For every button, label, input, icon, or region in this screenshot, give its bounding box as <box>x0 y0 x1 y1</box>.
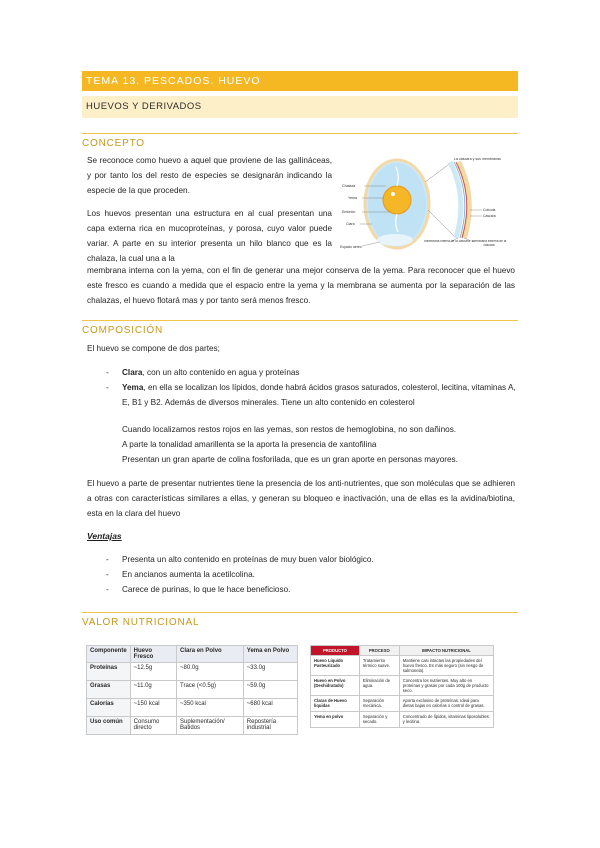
label-chalaza: Chalaza <box>342 184 356 188</box>
table-cell: ~12.5g <box>130 663 176 681</box>
table-row <box>311 712 494 728</box>
table-cell: Eliminación de agua. <box>359 676 399 696</box>
ventajas-heading: Ventajas <box>87 531 122 541</box>
list-item: - Presenta un alto contenido en proteínas de muy buen valor biológico. <box>104 552 516 567</box>
label-embrion: Embrión <box>342 210 356 214</box>
table-header-cell: IMPACTO NUTRICIONAL <box>399 646 493 656</box>
composicion-parts-list <box>104 365 516 410</box>
label-membrana-externa: Membrana externa de la cáscara <box>471 240 507 247</box>
air-space-shape <box>377 234 413 246</box>
table-header-cell: Clara en Polvo <box>177 646 244 663</box>
yema-note-hemoglobina: Cuando localizamos restos rojos en las yemas, son restos de hemoglobina, no son dañinos. <box>122 425 457 434</box>
table-row <box>311 676 494 696</box>
table-header-cell: Yema en Polvo <box>243 646 297 663</box>
table-cell: ~150 kcal <box>130 699 176 717</box>
table-row <box>87 699 298 717</box>
table-cell: Uso común <box>87 717 131 735</box>
label-cascara: Cáscara <box>483 214 496 218</box>
list-item-yema <box>104 380 516 410</box>
list-item-clara <box>104 365 516 380</box>
table-header-cell: PRODUCTO <box>311 646 360 656</box>
table-cell: Huevo en Polvo (Deshidratado) <box>311 676 360 696</box>
table-cell: Proteínas <box>87 663 131 681</box>
table-header-cell: Componente <box>87 646 131 663</box>
table-cell: Suplementación/ Batidos <box>177 717 244 735</box>
yema-note-colina: Presentan un gran aparte de colina fosforilada, que es un gran aporte en personas mayores. <box>122 455 458 464</box>
topic-title-bar: TEMA 13. PESCADOS. HUEVO <box>82 71 518 91</box>
table-cell: Separación mecánica. <box>359 696 399 712</box>
yema-term: Yema <box>122 383 144 392</box>
label-clara: Clara <box>346 222 355 226</box>
egg-structure-diagram <box>340 152 518 252</box>
label-yema: Yema <box>348 196 358 200</box>
clara-description: , con un alto contenido en agua y proteínas <box>142 368 300 377</box>
table-cell: Concentrado de lípidos, vitaminas liposolubles y lecitina. <box>399 712 493 728</box>
table-row <box>87 681 298 699</box>
ventajas-list <box>104 552 516 597</box>
list-item: - Carece de purinas, lo que le hace beneficioso. <box>104 582 516 597</box>
yema-description: , en ella se localizan los lípidos, donde habrá ácidos grasos saturados, colesterol, lecitina, vitaminas A, E, B1 y B2. Además de diversos minerales. Tiene un alto contenido en colesterol <box>122 383 516 407</box>
table-cell: Consumo directo <box>130 717 176 735</box>
clara-term: Clara <box>122 368 143 377</box>
table-cell: Tratamiento térmico suave. <box>359 656 399 676</box>
table-cell: Trace (<0.5g) <box>177 681 244 699</box>
section-subtitle-bar: HUEVOS Y DERIVADOS <box>82 96 518 118</box>
table-cell: Calorías <box>87 699 131 717</box>
label-espacio-aereo: Espacio aéreo <box>340 245 362 249</box>
yolk-shape <box>383 186 411 214</box>
table-header-row <box>87 646 298 663</box>
table-header-cell: PROCESO <box>359 646 399 656</box>
antinutrientes-paragraph: El huevo a parte de presentar nutrientes tiene la presencia de los anti-nutrientes, que son moléculas que se adhieren a otras con características similares a ellas, y generan su bloqueo e inactivación, una de ellas es la avidina/biotina, esta en la clara del huevo <box>87 479 515 518</box>
table-cell: ~680 kcal <box>243 699 297 717</box>
concepto-paragraph-2a: Los huevos presentan una estructura en al cual presentan una capa externa rica en mucoproteínas, y porosa, cuyo valor puede variar. A parte en su interior presenta un hilo blanco que es la chalaza, la cual una a la <box>87 209 332 263</box>
table-cell: Grasas <box>87 681 131 699</box>
composicion-intro: El huevo se compone de dos partes; <box>87 344 220 353</box>
embryo-shape <box>391 192 395 196</box>
table-cell: ~80.0g <box>177 663 244 681</box>
yema-note-xantofilina: A parte la tonalidad amarillenta se la aporta la presencia de xantofilina <box>122 440 377 449</box>
concepto-paragraph-1: Se reconoce como huevo a aquel que proviene de las gallináceas, y por tanto los del resto de especies se designarán indicando la especie de la que proceden. <box>87 156 332 195</box>
composicion-heading: COMPOSICIÓN <box>82 320 518 336</box>
table-cell: Huevo Líquido Pasteurizado <box>311 656 360 676</box>
egg-products-table <box>310 645 494 728</box>
table-row <box>87 717 298 735</box>
table-cell: ~59.0g <box>243 681 297 699</box>
concepto-heading: CONCEPTO <box>82 133 518 149</box>
table-row <box>87 663 298 681</box>
table-cell: Yema en polvo <box>311 712 360 728</box>
table-cell: Repostería industrial <box>243 717 297 735</box>
table-cell: Claras de Huevo líquidas <box>311 696 360 712</box>
valor-nutricional-heading: VALOR NUTRICIONAL <box>82 612 518 628</box>
table-cell: Mantiene casi intactas las propiedades del huevo fresco. Es más seguro (sin riesgo de salmonela). <box>399 656 493 676</box>
list-item: - En ancianos aumenta la acetilcolina. <box>104 567 516 582</box>
table-cell: Concentra los nutrientes. Muy alto en proteínas y grasas por cada 100g de producto seco. <box>399 676 493 696</box>
table-cell: ~33.0g <box>243 663 297 681</box>
nutrition-comparison-table <box>86 645 298 735</box>
label-cuticula: Cutícula <box>483 208 496 212</box>
label-membrana-interna: Membrana interna de la cáscara <box>424 240 470 243</box>
table-header-cell: Huevo Fresco <box>130 646 176 663</box>
table-header-row <box>311 646 494 656</box>
table-cell: Separación y secado. <box>359 712 399 728</box>
table-cell: Aporta exclusivo de proteínas. Ideal para dietas bajas en calorías o control de grasas. <box>399 696 493 712</box>
table-row <box>311 696 494 712</box>
label-shell-title: La cáscara y sus membranas <box>454 157 501 161</box>
table-cell: ~350 kcal <box>177 699 244 717</box>
concepto-paragraph-2b: membrana interna con la yema, con el fin de generar una mejor conserva de la yema. Para reconocer que el huevo este fresco es cuando a medida que el espacio entre la yema y la membrana se aumenta por la separación de las chalazas, el huevo flotará mas y por tanto será menos fresco. <box>87 266 515 305</box>
table-cell: ~11.0g <box>130 681 176 699</box>
table-row <box>311 656 494 676</box>
